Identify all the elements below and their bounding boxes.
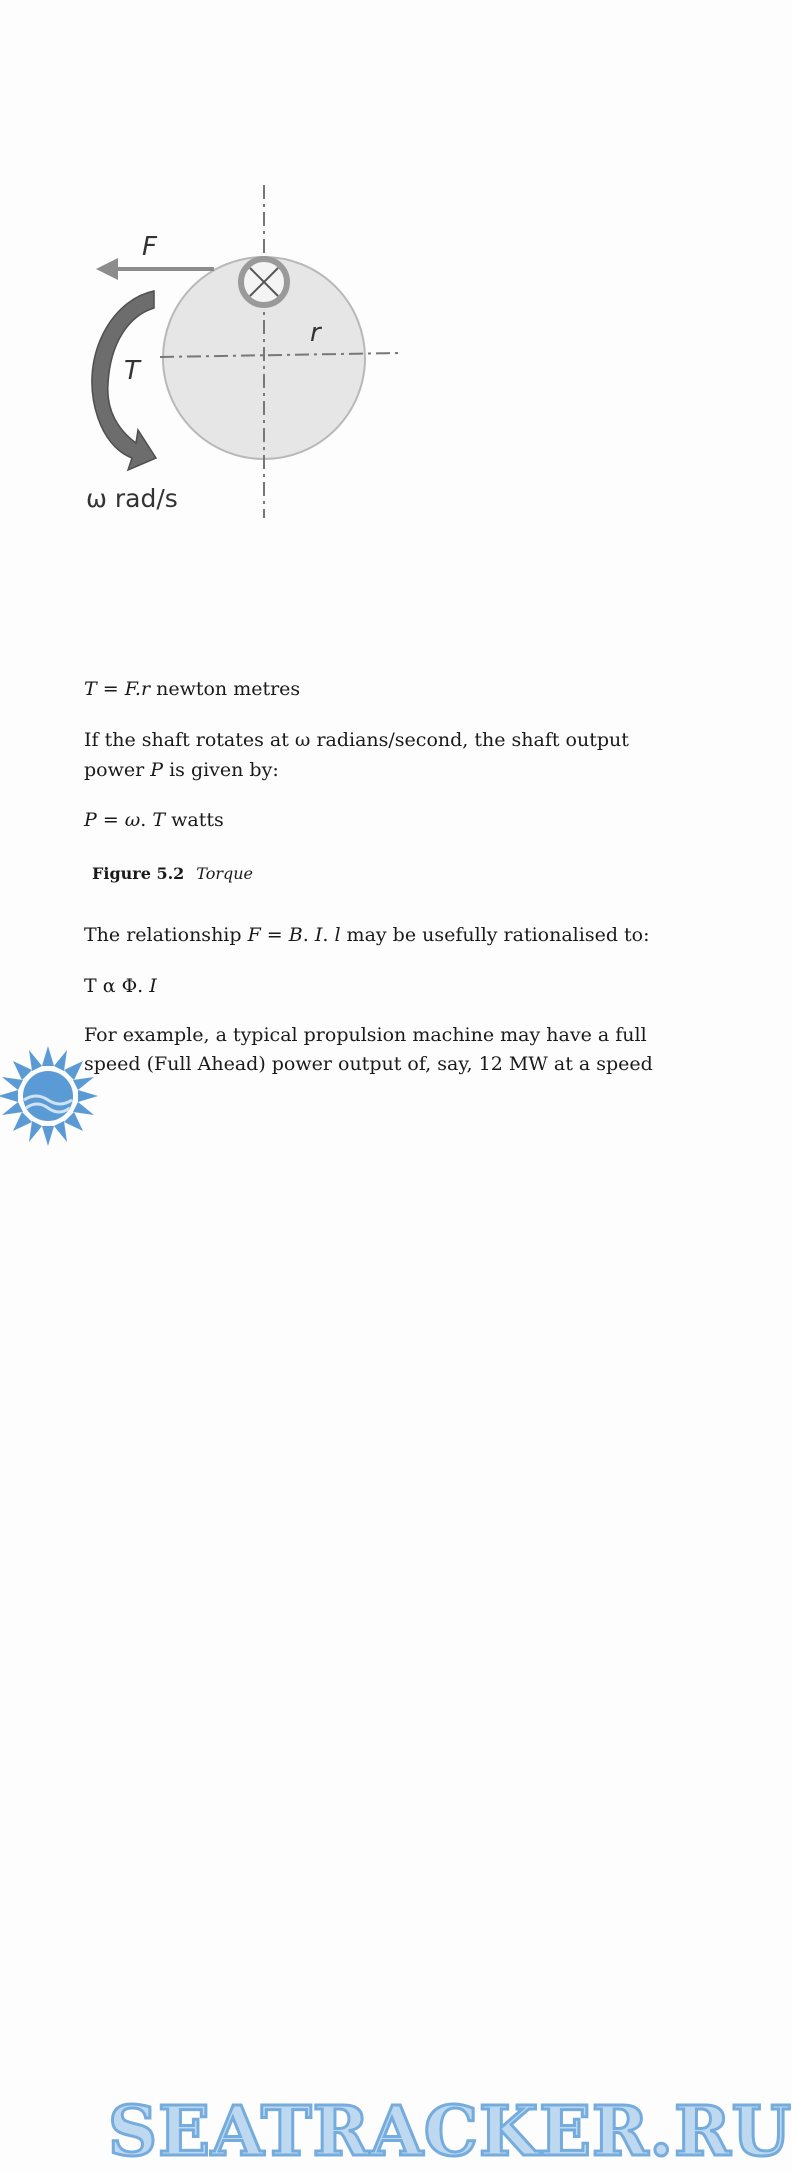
force-label: F <box>142 232 157 262</box>
torque-figure <box>0 0 697 560</box>
angular-velocity-label: ω rad/s <box>86 484 178 513</box>
sun-logo-icon <box>0 1040 697 1148</box>
torque-diagram <box>0 0 697 560</box>
example-paragraph-line-2: speed (Full Ahead) power output of, say, 12 MW at a speed <box>84 1053 653 1075</box>
conductor-icon <box>241 259 287 305</box>
shaft-paragraph-line-2: power P is given by: <box>84 759 279 781</box>
proportional-equation: T α Φ. I <box>84 975 157 997</box>
torque-equation: T = F.r newton metres <box>84 678 301 700</box>
caption-title: Torque <box>196 864 254 883</box>
figure-caption <box>92 864 253 883</box>
radius-label: r <box>310 318 321 348</box>
torque-label: T <box>124 356 140 386</box>
watermark-text: SEATRACKER.RU <box>108 2092 792 2172</box>
power-equation: P = ω. T watts <box>84 809 224 831</box>
example-paragraph-line-1: For example, a typical propulsion machine may have a full <box>84 1024 647 1046</box>
caption-number: Figure 5.2 <box>92 864 185 883</box>
relationship-paragraph: The relationship F = B. I. l may be usefully rationalised to: <box>84 924 650 946</box>
watermark <box>0 1040 792 2172</box>
shaft-paragraph-line-1: If the shaft rotates at ω radians/second, the shaft output <box>84 729 629 751</box>
